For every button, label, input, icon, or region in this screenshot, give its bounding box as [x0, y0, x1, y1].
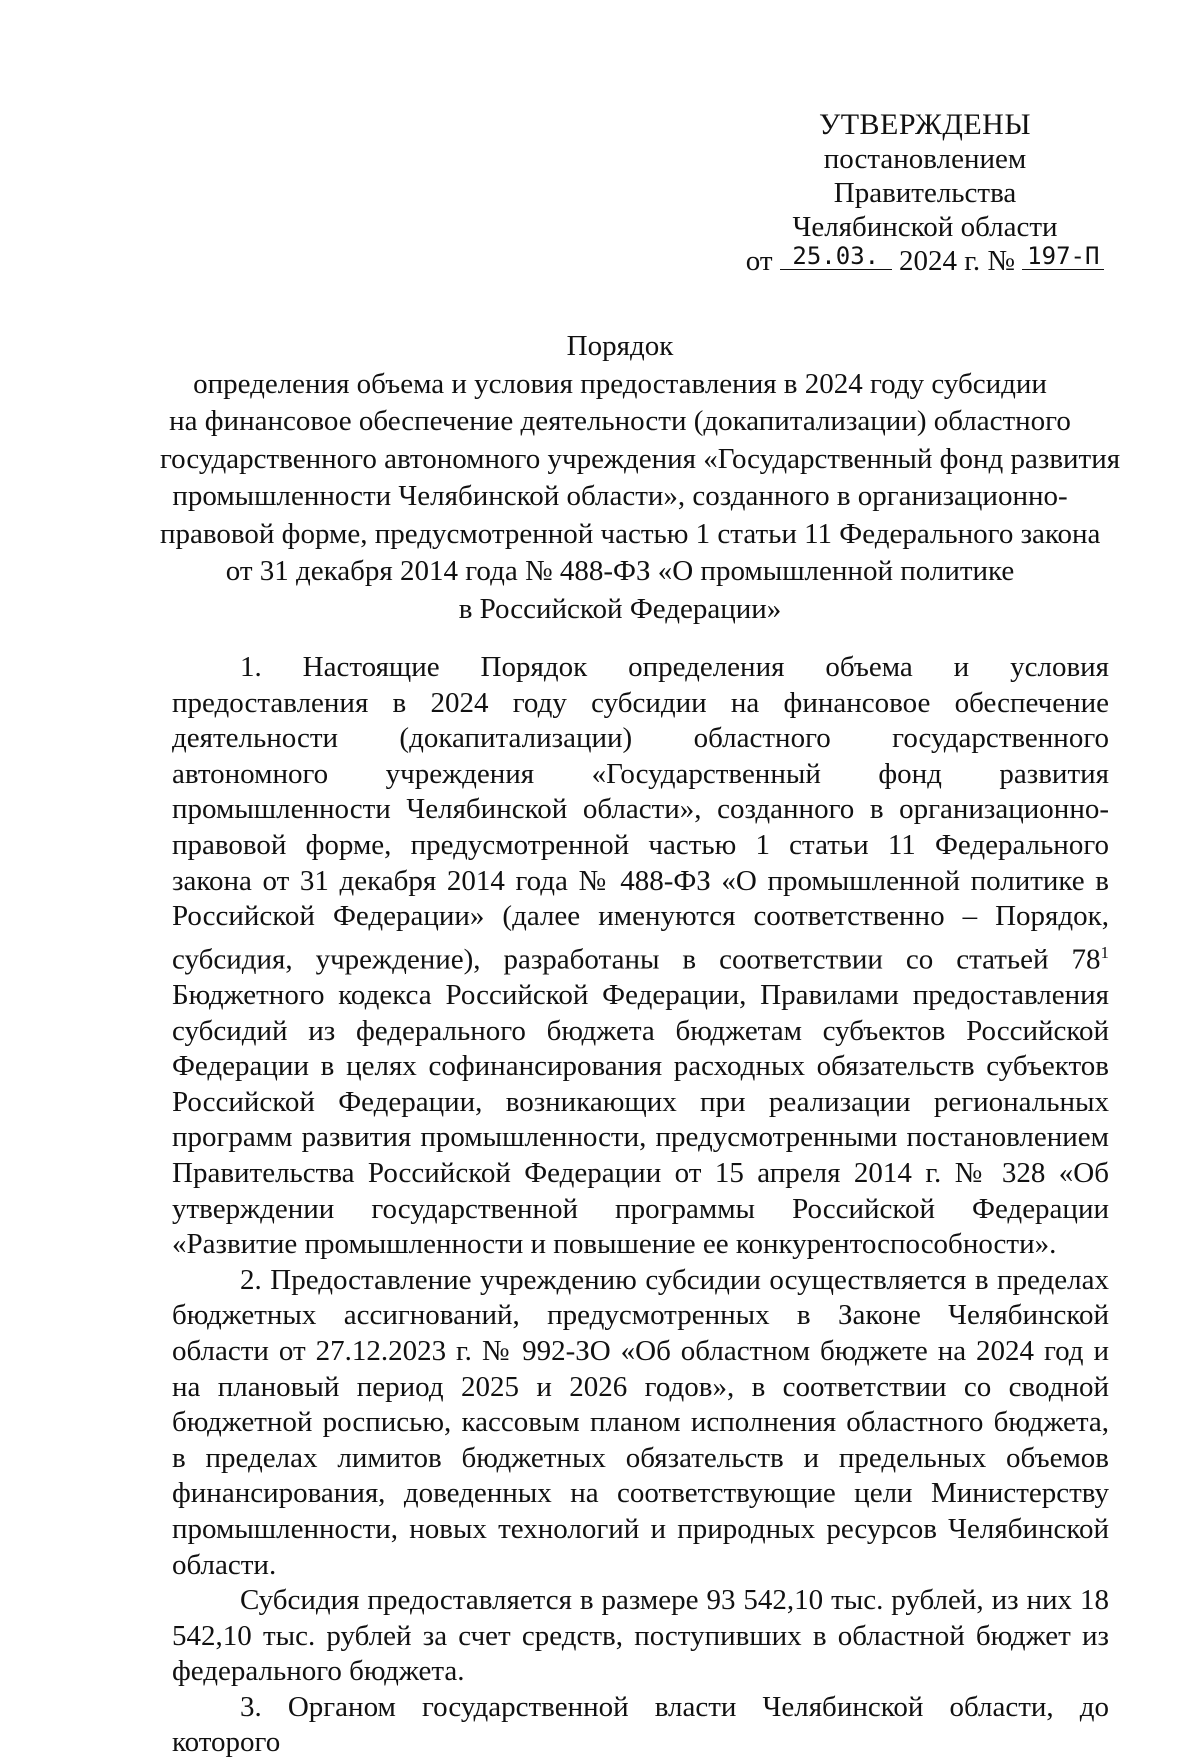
approval-line-1: постановлением Правительства: [823, 143, 1027, 209]
paragraph-4: 3. Органом государственной власти Челябинской области, до которого: [172, 1690, 1109, 1759]
title-line: правовой форме, предусмотренной частью 1 статьи 11 Федерального закона: [160, 517, 1101, 550]
paragraph-1-text-cont: Бюджетного кодекса Российской Федерации, Правилами предоставления субсидий из федерального бюджета бюджетам субъектов Российской Федерации в целях софинансирования расходных обязательств субъектов Российской Федерации, возникающих при реализации региональных программ развития промышленности, предусмотренными постановлением Правительства Российской Федерации от 15 апреля 2014 г. № 328 «Об утверждении государственной программы Российской Федерации «Развитие промышленности и повышение ее конкурентоспособности».: [172, 979, 1109, 1261]
date-value: 25.03.: [780, 243, 892, 270]
document-body: [172, 650, 1109, 1761]
document-title: [160, 328, 1121, 628]
title-heading: Порядок: [566, 330, 674, 362]
paragraph-1: [172, 650, 1109, 1263]
approval-stamp: [735, 108, 1115, 278]
approval-date-line: [735, 244, 1115, 278]
paragraph-2: 2. Предоставление учреждению субсидии осуществляется в пределах бюджетных ассигнований, предусмотренных в Законе Челябинской области от 27.12.2023 г. № 992-ЗО «Об областном бюджете на 2024 год и на плановый период 2025 и 2026 годов», в соответствии со сводной бюджетной росписью, кассовым планом исполнения областного бюджета, в пределах лимитов бюджетных обязательств и предельных объемов финансирования, доведенных на соответствующие цели Министерству промышленности, новых технологий и природных ресурсов Челябинской области.: [172, 1263, 1109, 1581]
title-line: на финансовое обеспечение деятельности (докапитализации) областного: [169, 405, 1071, 437]
approval-line-2: Челябинской области: [792, 211, 1058, 243]
year-number-label: 2024 г. №: [899, 245, 1016, 277]
from-label: от: [745, 245, 773, 277]
title-line: в Российской Федерации»: [458, 592, 782, 625]
title-line: от 31 декабря 2014 года № 488-ФЗ «О промышленной политике: [225, 555, 1015, 587]
paragraph-3: Субсидия предоставляется в размере 93 542,10 тыс. рублей, из них 18 542,10 тыс. рублей за счет средств, поступивших в областной бюджет из федерального бюджета.: [172, 1584, 1109, 1688]
title-line: определения объема и условия предоставления в 2024 году субсидии: [193, 367, 1047, 400]
approved-label: УТВЕРЖДЕНЫ: [818, 108, 1032, 141]
title-line: промышленности Челябинской области», созданного в организационно-: [172, 480, 1068, 512]
title-line: государственного автономного учреждения «Государственный фонд развития: [160, 442, 1121, 475]
paragraph-1-text: 1. Настоящие Порядок определения объема и условия предоставления в 2024 году субсидии на финансовое обеспечение деятельности (докапитализации) областного государственного автономного учреждения «Государственный фонд развития промышленности Челябинской области», созданного в организационно-правовой форме, предусмотренной частью 1 статьи 11 Федерального закона от 31 декабря 2014 года № 488-ФЗ «О промышленной политике в Российской Федерации» (далее именуются соответственно – Порядок, субсидия, учреждение), разработаны в соответствии со статьей 78: [172, 651, 1109, 976]
document-number: 197-П: [1022, 243, 1104, 270]
superscript-index: 1: [1100, 942, 1109, 962]
